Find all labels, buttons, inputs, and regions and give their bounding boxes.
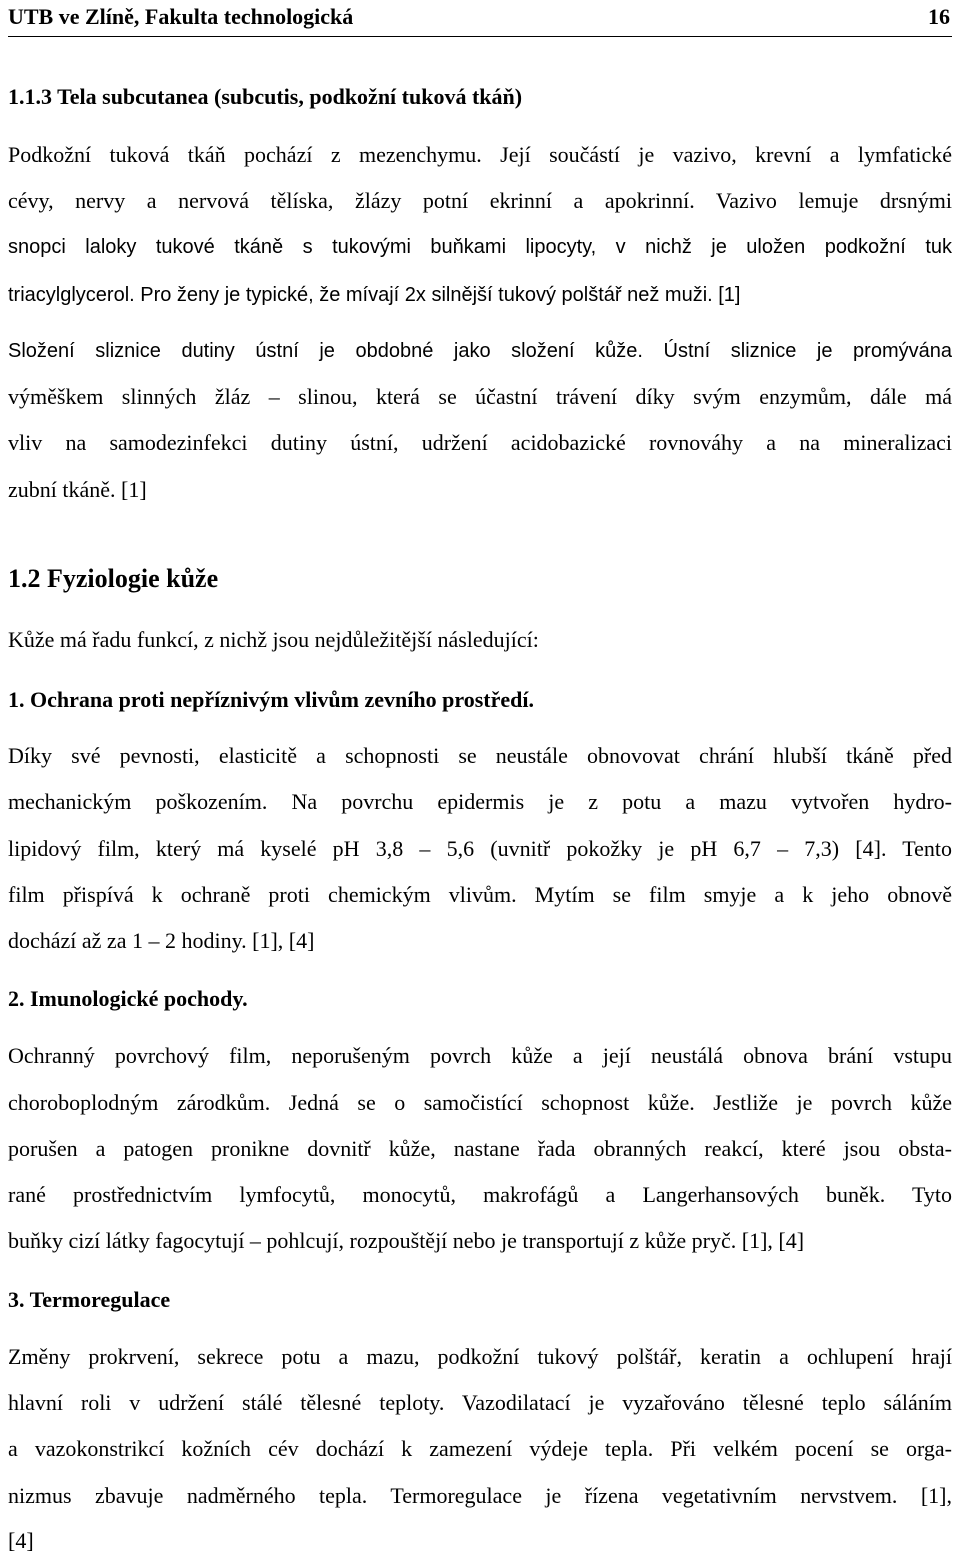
- list-heading-3: 3. Termoregulace: [8, 1287, 171, 1312]
- paragraph-line: Složení sliznice dutiny ústní je obdobné jako složení kůže. Ústní sliznice je promývána: [8, 340, 952, 362]
- paragraph-line: Ochranný povrchový film, neporušeným povrch kůže a její neustálá obnova brání vstupu: [8, 1043, 952, 1068]
- paragraph-line: rané prostřednictvím lymfocytů, monocytů, makrofágů a Langerhansových buněk. Tyto: [8, 1182, 952, 1207]
- section-heading-1-1-3: 1.1.3 Tela subcutanea (subcutis, podkožní tuková tkáň): [8, 84, 523, 109]
- section-heading-1-2: 1.2 Fyziologie kůže: [8, 564, 219, 593]
- paragraph-line: lipidový film, který má kyselé pH 3,8 – 5,6 (uvnitř pokožky je pH 6,7 – 7,3) [4]. Tento: [8, 836, 952, 861]
- paragraph-line: buňky cizí látky fagocytují – pohlcují, rozpouštějí nebo je transportují z kůže pryč. [1], [4]: [8, 1228, 805, 1253]
- paragraph-line: Kůže má řadu funkcí, z nichž jsou nejdůležitější následující:: [8, 627, 539, 652]
- paragraph-line: choroboplodným zárodkům. Jedná se o samočistící schopnost kůže. Jestliže je povrch kůže: [8, 1090, 952, 1115]
- paragraph-line: Změny prokrvení, sekrece potu a mazu, podkožní tukový polštář, keratin a ochlupení hrají: [8, 1344, 952, 1369]
- paragraph-line: Podkožní tuková tkáň pochází z mezenchymu. Její součástí je vazivo, krevní a lymfatické: [8, 142, 952, 167]
- paragraph-line: snopci laloky tukové tkáně s tukovými buňkami lipocyty, v nichž je uložen podkožní tuk: [8, 236, 952, 258]
- header-title: UTB ve Zlíně, Fakulta technologická: [8, 4, 354, 29]
- paragraph-line: výměškem slinných žláz – slinou, která se účastní trávení díky svým enzymům, dále má: [8, 384, 952, 409]
- paragraph-line: [4]: [8, 1528, 34, 1553]
- paragraph-line: Díky své pevnosti, elasticitě a schopnosti se neustále obnovovat chrání hlubší tkáně před: [8, 743, 952, 768]
- paragraph-line: a vazokonstrikcí kožních cév dochází k zamezení výdeje tepla. Při velkém pocení se orga-: [8, 1436, 952, 1461]
- paragraph-line: vliv na samodezinfekci dutiny ústní, udržení acidobazické rovnováhy a na mineralizaci: [8, 430, 952, 455]
- paragraph-line: film přispívá k ochraně proti chemickým vlivům. Mytím se film smyje a k jeho obnově: [8, 882, 952, 907]
- paragraph-line: hlavní roli v udržení stálé tělesné teploty. Vazodilatací je vyzařováno tělesné teplo sáláním: [8, 1390, 952, 1415]
- paragraph-line: nizmus zbavuje nadměrného tepla. Termoregulace je řízena vegetativním nervstvem. [1],: [8, 1483, 952, 1508]
- paragraph-line: cévy, nervy a nervová tělíska, žlázy potní ekrinní a apokrinní. Vazivo lemuje drsnými: [8, 188, 952, 213]
- page-header: [8, 0, 952, 37]
- paragraph-line: mechanickým poškozením. Na povrchu epidermis je z potu a mazu vytvořen hydro-: [8, 789, 952, 814]
- list-heading-1: 1. Ochrana proti nepříznivým vlivům zevního prostředí.: [8, 687, 534, 712]
- list-heading-2: 2. Imunologické pochody.: [8, 986, 248, 1011]
- page-number: 16: [928, 4, 950, 29]
- paragraph-line: porušen a patogen pronikne dovnitř kůže, nastane řada obranných reakcí, které jsou obsta-: [8, 1136, 952, 1161]
- paragraph-line: triacylglycerol. Pro ženy je typické, že mívají 2x silnější tukový polštář než muži. [1]: [8, 284, 741, 306]
- paragraph-line: zubní tkáně. [1]: [8, 477, 147, 502]
- paragraph-line: dochází až za 1 – 2 hodiny. [1], [4]: [8, 928, 315, 953]
